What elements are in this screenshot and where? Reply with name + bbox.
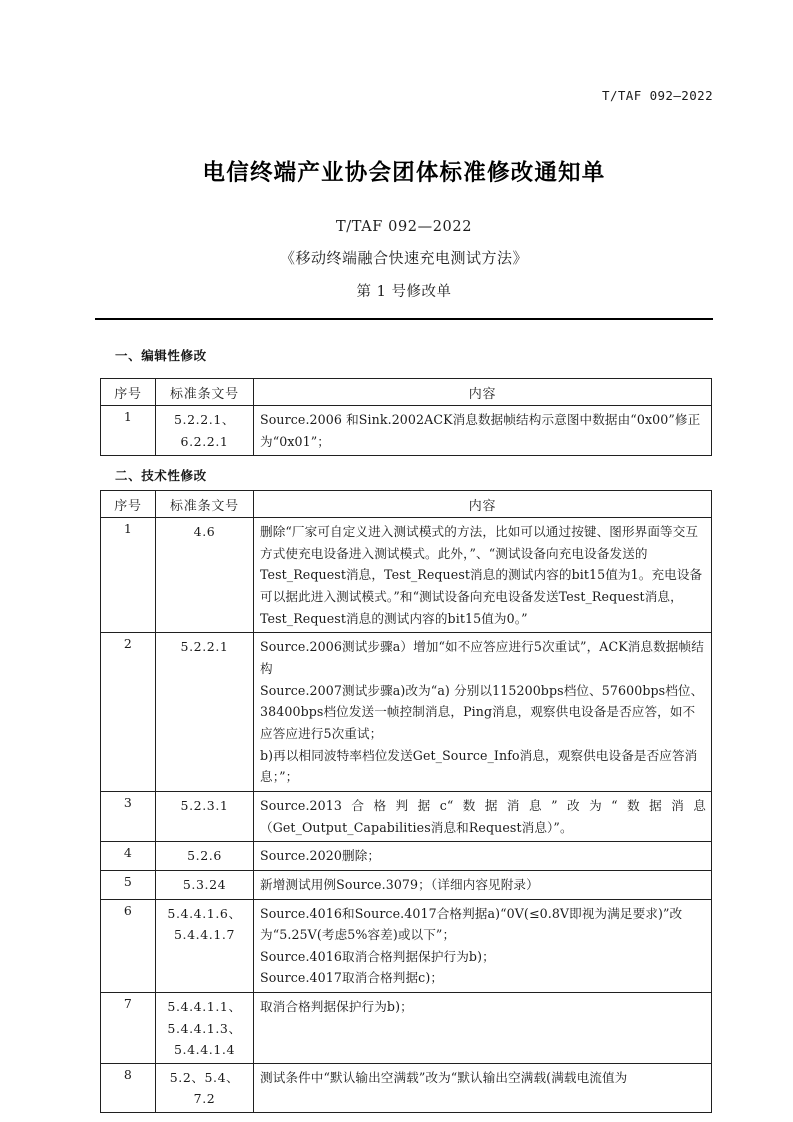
table-row	[101, 633, 712, 792]
clause-line: 5.4.4.1.7	[173, 927, 236, 942]
clause-line: 5.4.4.1.1、	[167, 999, 242, 1015]
amendment-paragraph: Source.2006 和Sink.2002ACK消息数据帧结构示意图中数据由“0x00”修正为“0x01”；	[260, 412, 701, 449]
amendment-paragraph: 删除“厂家可自定义进入测试模式的方法，比如可以通过按键、图形界面等交互方式使充电设备进入测试模式。此外，”、“测试设备向充电设备发送的Test_Request消息，Test_Request消息的测试内容的bit15值为1。充电设备可以据此进入测试模式。”和“测试设备向充电设备发送Test_Request消息，Test_Request消息的测试内容的bit15值为0。”	[260, 524, 703, 626]
cell-clause-number	[156, 633, 254, 792]
cell-amendment-content	[254, 993, 712, 1064]
table-row	[101, 842, 712, 871]
clause-line: 5.2.2.1	[180, 639, 229, 655]
page-title: 电信终端产业协会团体标准修改通知单	[202, 160, 606, 186]
cell-sequence-number: 4	[101, 842, 156, 871]
editorial-table-body	[101, 406, 712, 456]
cell-clause-number	[156, 1063, 254, 1112]
amendment-paragraph: Source.2007测试步骤a)改为“a) 分别以115200bps档位、57600bps档位、38400bps档位发送一帧控制消息，Ping消息，观察供电设备是否应答，如不应答应进行5次重试；	[260, 682, 704, 741]
subtitle-standard-name: 《移动终端融合快速充电测试方法》	[279, 249, 528, 267]
cell-sequence-number: 5	[101, 870, 156, 899]
clause-line: 5.2.6	[187, 848, 222, 864]
amendment-paragraph: b)再以相同波特率档位发送Get_Source_Info消息，观察供电设备是否应答消息；”；	[260, 747, 698, 785]
running-header-standard-number: T/TAF 092—2022	[602, 88, 713, 103]
clause-line: 5.4.4.1.4	[173, 1042, 236, 1058]
subtitle-amendment-number: 第 1 号修改单	[356, 284, 452, 300]
amendment-paragraph: 新增测试用例Source.3079；（详细内容见附录）	[260, 876, 539, 892]
cell-amendment-content	[254, 870, 712, 899]
column-header-clause: 标准条文号	[156, 379, 254, 406]
clause-line: 4.6	[193, 524, 216, 539]
table-header-row	[101, 379, 712, 406]
cell-amendment-content	[254, 842, 712, 871]
clause-line: 6.2.2.1	[180, 433, 229, 449]
amendment-paragraph: Source.4016和Source.4017合格判据a)“0V(≤0.8V即视为满足要求)”改为“5.25V(考虑5%容差)或以下”；	[260, 905, 683, 943]
amendment-paragraph: 测试条件中“默认输出空满载”改为“默认输出空满载(满载电流值为	[260, 1069, 628, 1085]
cell-clause-number	[156, 899, 254, 993]
cell-clause-number	[156, 842, 254, 871]
section-heading-technical: 二、技术性修改	[115, 468, 207, 483]
cell-sequence-number: 8	[101, 1063, 156, 1112]
cell-amendment-content	[254, 791, 712, 841]
editorial-amendments-table	[100, 378, 712, 456]
amendment-paragraph: Source.2020删除；	[260, 848, 381, 864]
cell-amendment-content	[254, 899, 712, 993]
cell-clause-number	[156, 993, 254, 1064]
amendment-paragraph: 取消合格判据保护行为b)；	[260, 999, 413, 1015]
table-row	[101, 870, 712, 899]
table-row	[101, 791, 712, 841]
clause-line: 5.4.4.1.3、	[167, 1020, 242, 1036]
clause-line: 5.2.3.1	[180, 797, 229, 813]
clause-line: 5.2.2.1、	[173, 412, 236, 427]
subtitle-block	[95, 219, 713, 301]
table-row	[101, 518, 712, 633]
column-header-body: 内容	[254, 491, 712, 518]
subtitle-standard-number: T/TAF 092—2022	[335, 219, 473, 235]
cell-clause-number	[156, 406, 254, 456]
column-header-body: 内容	[254, 379, 712, 406]
cell-sequence-number: 3	[101, 791, 156, 841]
cell-clause-number	[156, 870, 254, 899]
clause-line: 5.2、5.4、7.2	[169, 1069, 240, 1107]
technical-amendments-table	[100, 490, 712, 1113]
amendment-paragraph: Source.4017取消合格判据c)；	[260, 970, 444, 986]
cell-clause-number	[156, 518, 254, 633]
cell-sequence-number: 6	[101, 899, 156, 993]
table-header-row	[101, 491, 712, 518]
column-header-clause: 标准条文号	[156, 491, 254, 518]
clause-line: 5.4.4.1.6、	[167, 905, 242, 921]
table-row	[101, 993, 712, 1064]
cell-amendment-content	[254, 406, 712, 456]
cell-sequence-number: 1	[101, 518, 156, 633]
header-divider	[95, 318, 713, 320]
cell-amendment-content	[254, 633, 712, 792]
column-header-no: 序号	[101, 491, 156, 518]
table-row	[101, 1063, 712, 1112]
table-row	[101, 899, 712, 993]
cell-amendment-content	[254, 1063, 712, 1112]
amendment-paragraph: Source.4016取消合格判据保护行为b)；	[260, 948, 495, 964]
cell-sequence-number: 1	[101, 406, 156, 456]
column-header-no: 序号	[101, 379, 156, 406]
cell-sequence-number: 7	[101, 993, 156, 1064]
amendment-paragraph: Source.2006测试步骤a）增加“如不应答应进行5次重试”，ACK消息数据帧结构	[260, 639, 704, 676]
amendment-paragraph: Source.2013合格判据c“数据消息”改为“数据消息（Get_Output_Capabilities消息和Request消息）”。	[260, 797, 706, 835]
table-row	[101, 406, 712, 456]
clause-line: 5.3.24	[182, 876, 227, 892]
cell-clause-number	[156, 791, 254, 841]
section-heading-editorial: 一、编辑性修改	[115, 348, 207, 363]
technical-table-body	[101, 518, 712, 1113]
cell-amendment-content	[254, 518, 712, 633]
cell-sequence-number: 2	[101, 633, 156, 792]
